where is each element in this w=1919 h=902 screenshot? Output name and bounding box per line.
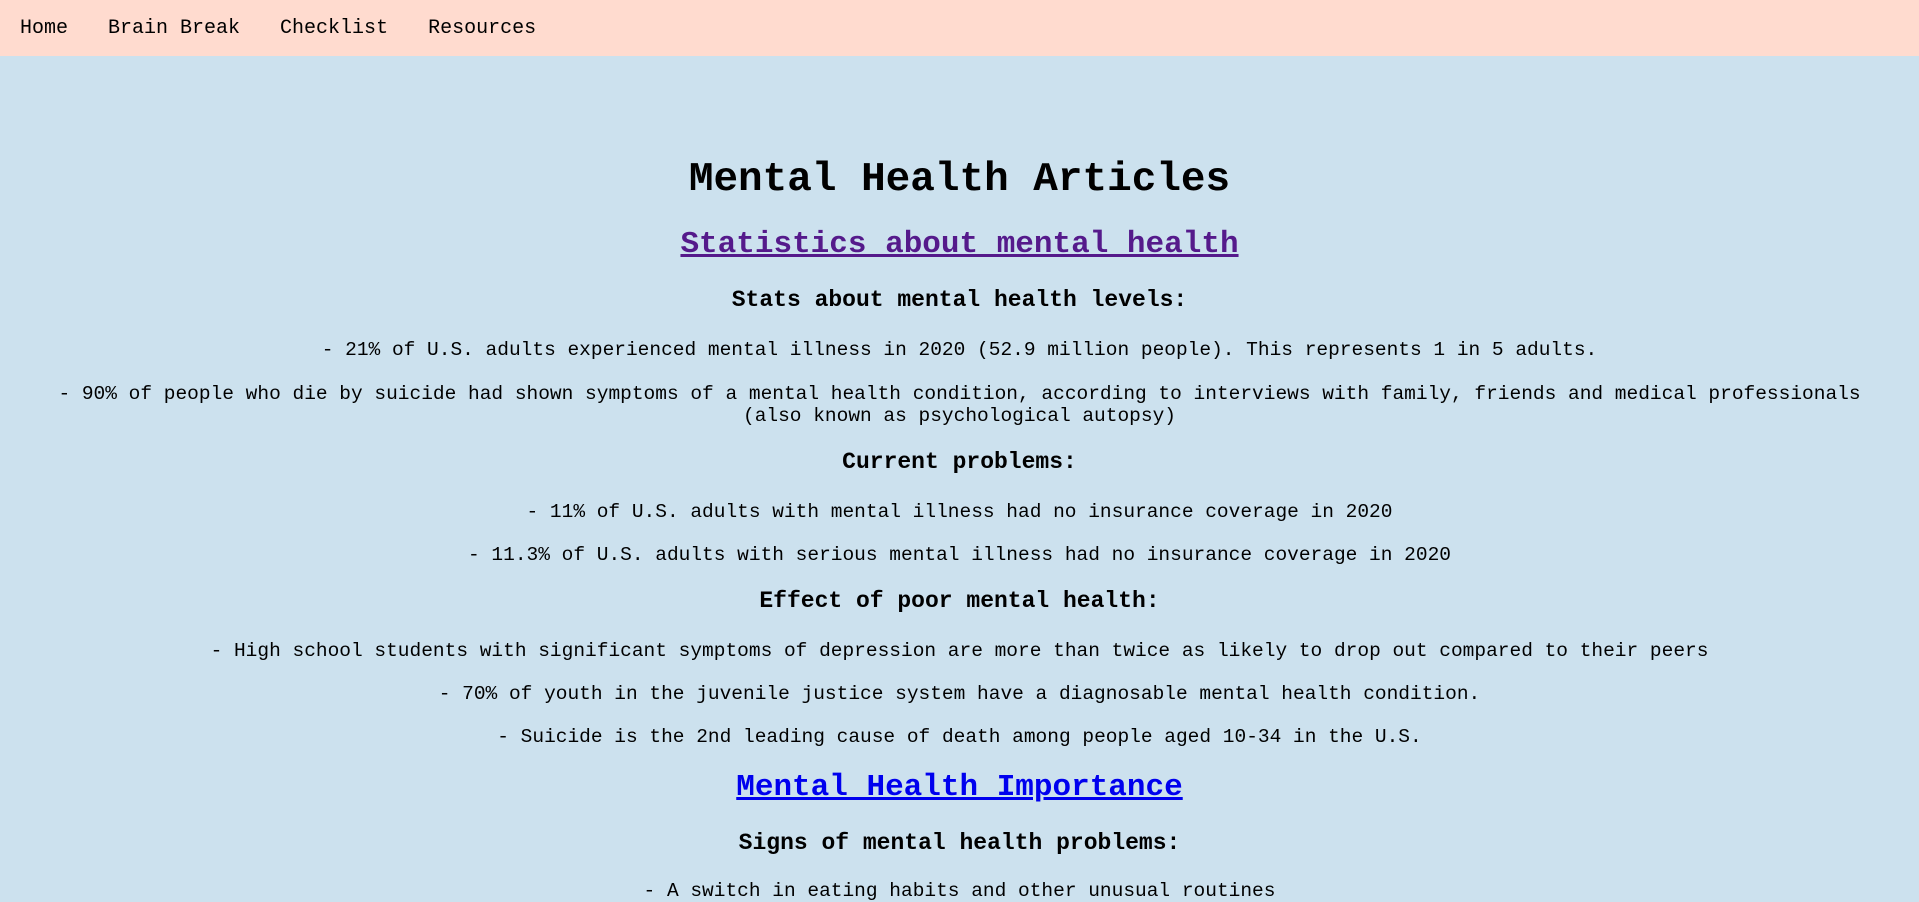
effect-item-3: - Suicide is the 2nd leading cause of death among people aged 10-34 in the U.S.	[497, 726, 1422, 748]
levels-heading: Stats about mental health levels:	[731, 287, 1188, 313]
top-nav-bar	[0, 0, 1919, 56]
effect-heading: Effect of poor mental health:	[759, 588, 1160, 614]
page-title: Mental Health Articles	[688, 157, 1231, 203]
effect-item-1: - High school students with significant symptoms of depression are more than twice as likely to drop out compared to their peers	[210, 640, 1709, 662]
nav-link-home[interactable]: Home	[20, 16, 69, 40]
effect-item-2: - 70% of youth in the juvenile justice system have a diagnosable mental health condition.	[438, 683, 1481, 705]
levels-item-2: - 90% of people who die by suicide had shown symptoms of a mental health condition, according to interviews with family, friends and medical professionals (also known as psychological autopsy)	[58, 383, 1861, 427]
problems-item-2: - 11.3% of U.S. adults with serious mental illness had no insurance coverage in 2020	[468, 544, 1451, 566]
signs-item-1: - A switch in eating habits and other unusual routines	[643, 880, 1276, 902]
nav-link-brain-break[interactable]: Brain Break	[108, 16, 241, 40]
statistics-link[interactable]: Statistics about mental health	[680, 227, 1239, 262]
nav-link-resources[interactable]: Resources	[428, 16, 537, 40]
problems-heading: Current problems:	[842, 449, 1077, 475]
levels-item-1: - 21% of U.S. adults experienced mental illness in 2020 (52.9 million people). This represents 1 in 5 adults.	[321, 339, 1598, 361]
nav-link-checklist[interactable]: Checklist	[280, 16, 389, 40]
signs-heading: Signs of mental health problems:	[738, 830, 1181, 856]
problems-item-1: - 11% of U.S. adults with mental illness had no insurance coverage in 2020	[526, 501, 1393, 523]
mental-health-importance-link[interactable]: Mental Health Importance	[736, 770, 1183, 805]
